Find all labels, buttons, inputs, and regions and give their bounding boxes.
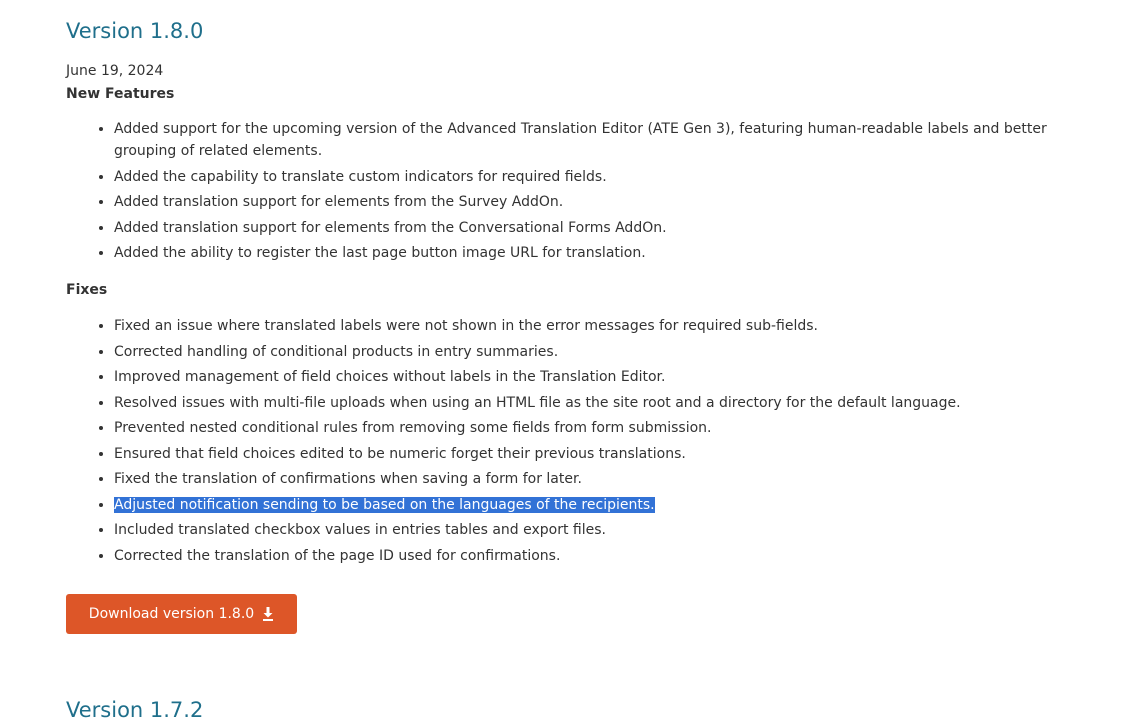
new-features-list: [66, 118, 1054, 268]
new-features-heading: New Features: [66, 86, 175, 102]
fixes-list: [66, 315, 1054, 570]
list-item: • Included translated checkbox values in entries tables and export files.: [114, 519, 1054, 541]
list-item: • Ensured that field choices edited to be numeric forget their previous translations.: [114, 443, 1054, 465]
list-item: • Added support for the upcoming version of the Advanced Translation Editor (ATE Gen 3), featuring human-readable labels and better grouping of related elements.: [114, 118, 1054, 162]
download-button-label: Download version 1.8.0: [88, 606, 255, 622]
list-item: • Improved management of field choices without labels in the Translation Editor.: [114, 366, 1054, 388]
selected-text[interactable]: Adjusted notification sending to be based on the languages of the recipients.: [114, 496, 655, 513]
list-item: • Added translation support for elements from the Survey AddOn.: [114, 191, 1054, 213]
version-title: Version 1.8.0: [66, 19, 204, 43]
list-item: • Prevented nested conditional rules from removing some fields from form submission.: [114, 417, 1054, 439]
list-item: • Resolved issues with multi-file uploads when using an HTML file as the site root and a directory for the default language.: [114, 392, 1054, 414]
list-item: • Added the capability to translate custom indicators for required fields.: [114, 166, 1054, 188]
list-item: • Fixed an issue where translated labels were not shown in the error messages for required sub-fields.: [114, 315, 1054, 337]
release-date: June 19, 2024: [66, 63, 164, 79]
list-item: • Corrected the translation of the page ID used for confirmations.: [114, 545, 1054, 567]
download-version-button[interactable]: [66, 594, 297, 634]
version-title: Version 1.7.2: [66, 698, 204, 722]
fixes-heading: Fixes: [66, 282, 108, 298]
list-item: • Corrected handling of conditional products in entry summaries.: [114, 341, 1054, 363]
list-item: • Added translation support for elements from the Conversational Forms AddOn.: [114, 217, 1054, 239]
list-item: [114, 494, 1054, 516]
list-item: • Added the ability to register the last page button image URL for translation.: [114, 242, 1054, 264]
list-item: • Fixed the translation of confirmations when saving a form for later.: [114, 468, 1054, 490]
download-arrow-icon: [262, 606, 274, 622]
